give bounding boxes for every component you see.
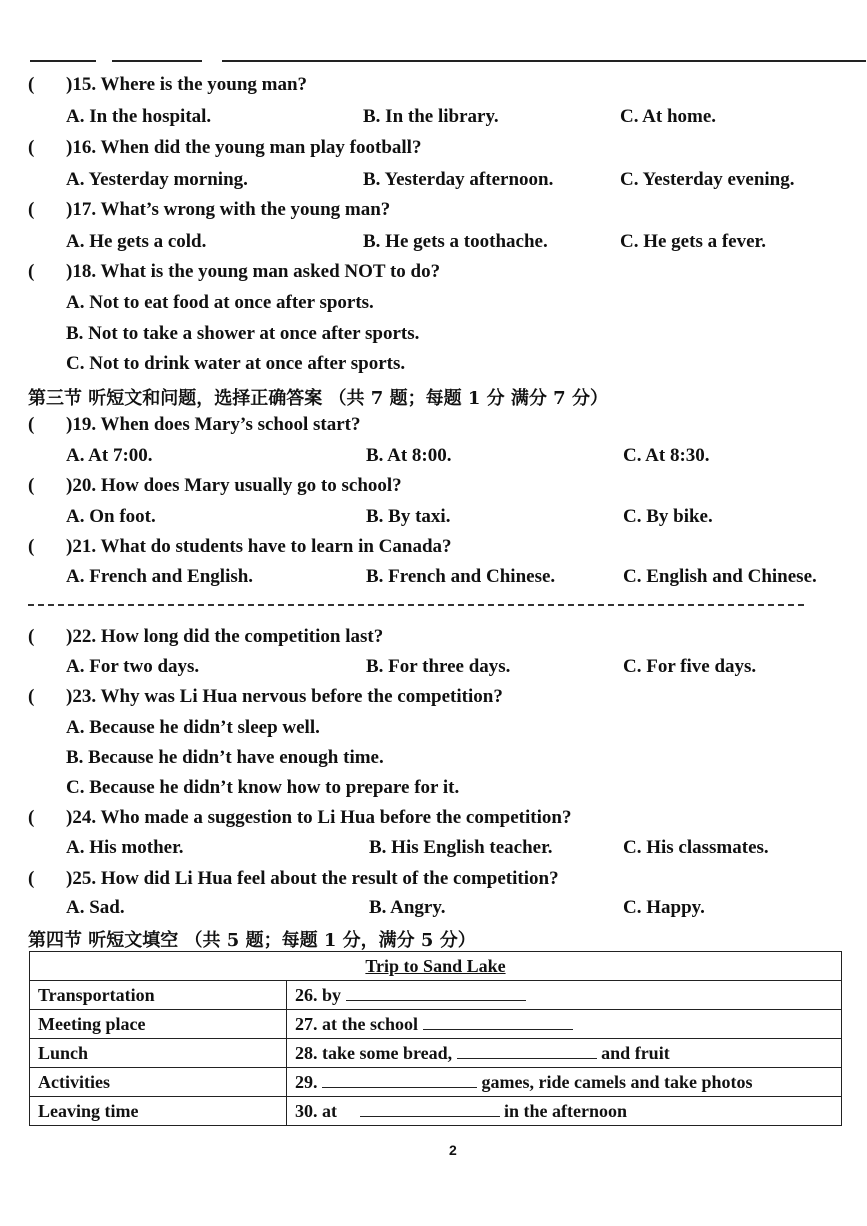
- option-b: B. At 8:00.: [366, 445, 452, 466]
- section-heading: 第三节 听短文和问题，选择正确答案 （共 7 题；每题 1 分 满分 7 分）: [28, 388, 608, 409]
- option-b: B. By taxi.: [366, 506, 451, 527]
- row-label: Transportation: [30, 981, 287, 1010]
- table-title: Trip to Sand Lake: [30, 952, 842, 981]
- question-stem: ( )18. What is the young man asked NOT to do?: [28, 261, 441, 282]
- option-c: C. Yesterday evening.: [620, 169, 795, 190]
- option-a: A. Because he didn’t sleep well.: [66, 717, 320, 738]
- option-a: A. At 7:00.: [66, 445, 153, 466]
- fill-in-table: [29, 951, 842, 1126]
- answer-blank[interactable]: [423, 1013, 573, 1030]
- question-stem: ( )16. When did the young man play football?: [28, 137, 422, 158]
- option-b: B. His English teacher.: [369, 837, 553, 858]
- option-c: C. Not to drink water at once after sports.: [66, 353, 406, 374]
- option-c: C. Happy.: [623, 897, 705, 918]
- row-label: Lunch: [30, 1039, 287, 1068]
- option-c: C. English and Chinese.: [623, 566, 817, 587]
- row-label: Activities: [30, 1068, 287, 1097]
- question-stem: ( )23. Why was Li Hua nervous before the competition?: [28, 686, 503, 707]
- option-b: B. Angry.: [369, 897, 446, 918]
- option-a: A. In the hospital.: [66, 106, 212, 127]
- top-rule: [222, 60, 866, 62]
- option-a: A. Sad.: [66, 897, 125, 918]
- option-c: C. For five days.: [623, 656, 757, 677]
- option-a: A. His mother.: [66, 837, 184, 858]
- option-b: B. For three days.: [366, 656, 511, 677]
- answer-blank[interactable]: [457, 1042, 597, 1059]
- row-label: Meeting place: [30, 1010, 287, 1039]
- option-a: A. Yesterday morning.: [66, 169, 248, 190]
- question-stem: ( )21. What do students have to learn in Canada?: [28, 536, 452, 557]
- option-c: C. At 8:30.: [623, 445, 710, 466]
- answer-blank[interactable]: [360, 1100, 500, 1117]
- option-c: C. Because he didn’t know how to prepare for it.: [66, 777, 460, 798]
- row-content: 27. at the school: [287, 1010, 842, 1039]
- question-stem: ( )17. What’s wrong with the young man?: [28, 199, 391, 220]
- option-c: C. By bike.: [623, 506, 713, 527]
- page-number: 2: [449, 1142, 457, 1158]
- option-b: B. Not to take a shower at once after sports.: [66, 323, 420, 344]
- row-content: 29. games, ride camels and take photos: [287, 1068, 842, 1097]
- top-rule: [30, 60, 96, 62]
- option-a: A. French and English.: [66, 566, 254, 587]
- answer-blank[interactable]: [346, 984, 526, 1001]
- option-c: C. At home.: [620, 106, 717, 127]
- table-row: [30, 1068, 842, 1097]
- question-stem: ( )15. Where is the young man?: [28, 74, 308, 95]
- option-a: A. For two days.: [66, 656, 200, 677]
- table-row: [30, 1010, 842, 1039]
- row-content: 30. at in the afternoon: [287, 1097, 842, 1126]
- question-stem: ( )19. When does Mary’s school start?: [28, 414, 361, 435]
- row-content: 28. take some bread, and fruit: [287, 1039, 842, 1068]
- table-row: [30, 1097, 842, 1126]
- option-b: B. French and Chinese.: [366, 566, 556, 587]
- table-row: [30, 981, 842, 1010]
- option-c: C. He gets a fever.: [620, 231, 766, 252]
- option-b: B. In the library.: [363, 106, 499, 127]
- table-row: [30, 1039, 842, 1068]
- option-b: B. Because he didn’t have enough time.: [66, 747, 384, 768]
- option-a: A. He gets a cold.: [66, 231, 207, 252]
- option-c: C. His classmates.: [623, 837, 769, 858]
- option-b: B. Yesterday afternoon.: [363, 169, 554, 190]
- question-stem: ( )22. How long did the competition last?: [28, 626, 384, 647]
- question-stem: ( )24. Who made a suggestion to Li Hua before the competition?: [28, 807, 572, 828]
- dashed-divider: [28, 604, 804, 606]
- option-b: B. He gets a toothache.: [363, 231, 548, 252]
- row-label: Leaving time: [30, 1097, 287, 1126]
- question-stem: ( )25. How did Li Hua feel about the result of the competition?: [28, 868, 559, 889]
- option-a: A. On foot.: [66, 506, 156, 527]
- answer-blank[interactable]: [322, 1071, 477, 1088]
- question-stem: ( )20. How does Mary usually go to school?: [28, 475, 402, 496]
- row-content: 26. by: [287, 981, 842, 1010]
- top-rule: [112, 60, 202, 62]
- option-a: A. Not to eat food at once after sports.: [66, 292, 374, 313]
- section-heading: 第四节 听短文填空 （共 5 题；每题 1 分，满分 5 分）: [28, 930, 476, 951]
